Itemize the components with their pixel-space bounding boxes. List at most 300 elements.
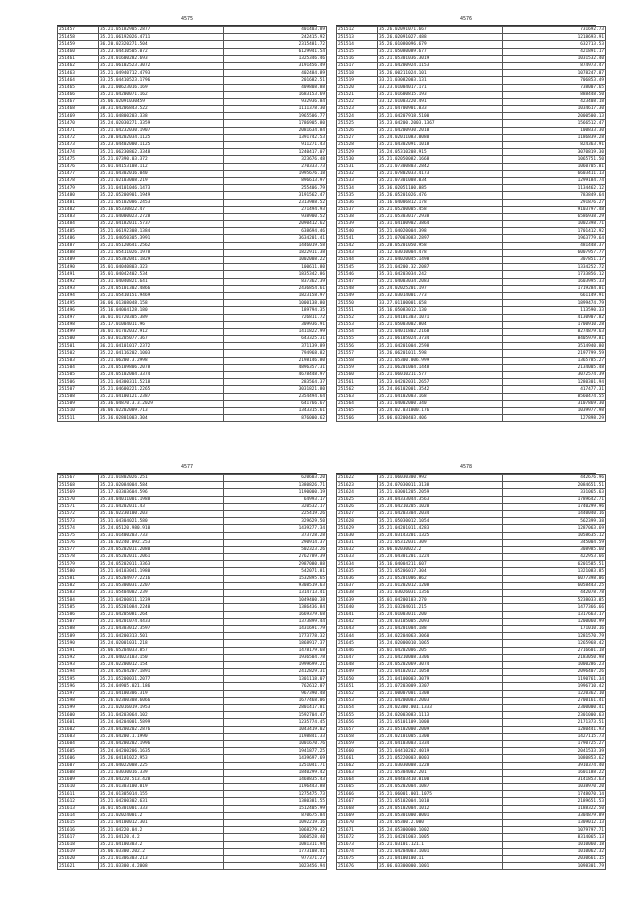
code-cell: 35.21.06201004.1448 (378, 364, 503, 371)
code-cell: 35.24.04403410.0100 (378, 776, 503, 783)
row-id-cell: 251479 (58, 185, 99, 192)
row-id-cell: 251458 (58, 34, 99, 41)
row-id-cell: 251512 (337, 27, 378, 34)
code-cell: 35.21.03101.121.1 (378, 841, 503, 848)
row-id-cell: 251582 (58, 582, 99, 589)
row-id-cell: 251509 (58, 400, 99, 407)
code-cell: 35.24.07030011.3138 (378, 482, 503, 489)
code-cell: 35.06.02091030459 (99, 98, 224, 105)
table-row (337, 863, 606, 870)
row-id-cell: 251663 (337, 769, 378, 776)
amount-cell: 402484.89 (224, 70, 327, 77)
code-cell: 35.32.03014001.773 (378, 292, 503, 299)
amount-cell: 1010060.18 (503, 841, 606, 848)
code-cell: 35.22.04116202.1003 (99, 350, 224, 357)
code-cell: 36.20.02320271.504 (99, 41, 224, 48)
row-id-cell: 251661 (337, 755, 378, 762)
code-cell: 35.21.03030016.339 (99, 769, 224, 776)
amount-cell: 824363.91 (503, 142, 606, 149)
row-id-cell: 251604 (58, 740, 99, 747)
table-row (337, 336, 606, 343)
code-cell: 35.24.06102001.3542 (378, 386, 503, 393)
code-cell: 35.21.07003083.2897 (378, 235, 503, 242)
table-row (58, 539, 327, 546)
code-cell: 35.31.03026031.1356 (378, 590, 503, 597)
table-row (337, 278, 606, 285)
code-cell: 35.26.02091027.488 (378, 34, 503, 41)
table-row (58, 841, 327, 848)
table-row (337, 712, 606, 719)
table-row (337, 719, 606, 726)
row-id-cell: 251642 (337, 618, 378, 625)
table-row (337, 407, 606, 414)
table-row (58, 206, 327, 213)
code-cell: 33.23.01004017.171 (378, 84, 503, 91)
table-row (58, 106, 327, 113)
table-row (337, 820, 606, 827)
table-row (58, 712, 327, 719)
amount-cell: 638694.46 (224, 228, 327, 235)
table-row (58, 503, 327, 510)
amount-cell: 1001670.76 (224, 740, 327, 747)
row-id-cell: 251468 (58, 106, 99, 113)
amount-cell: 762612.07 (224, 683, 327, 690)
table-row (337, 314, 606, 321)
amount-cell: 562399.38 (503, 518, 606, 525)
amount-cell: 1111378.30 (224, 106, 327, 113)
row-id-cell: 251631 (337, 539, 378, 546)
amount-cell: 1532895.65 (224, 575, 327, 582)
table-row (337, 532, 606, 539)
amount-cell: 290914.37 (224, 539, 327, 546)
code-cell: 35.24.05202011.3363 (99, 561, 224, 568)
table-row (337, 300, 606, 307)
amount-cell: 100833.30 (503, 127, 606, 134)
code-cell: 35.24.04905.021.186 (99, 683, 224, 690)
table-row (337, 748, 606, 755)
code-cell: 35.06.03300.202.2 (99, 848, 224, 855)
table-row (58, 379, 327, 386)
row-id-cell: 251593 (58, 661, 99, 668)
row-id-cell: 251596 (58, 683, 99, 690)
code-cell: 35.21.05300031.2207 (99, 582, 224, 589)
code-cell: 35.21.02050082.1668 (378, 156, 503, 163)
row-id-cell: 251549 (337, 292, 378, 299)
code-cell: 35.21.05102004.1010 (378, 798, 503, 805)
amount-cell: 888448.50 (503, 91, 606, 98)
row-id-cell: 251472 (58, 134, 99, 141)
code-cell: 35.21.04200930.2010 (378, 127, 503, 134)
code-cell: 35.21.04232030.1907 (99, 127, 224, 134)
table-row (337, 292, 606, 299)
amount-cell: 1038970.20 (503, 784, 606, 791)
table-row (58, 249, 327, 256)
table-row (58, 618, 327, 625)
table-row (337, 762, 606, 769)
code-cell: 35.24.05300000.1002 (378, 827, 503, 834)
table-row (337, 568, 606, 575)
row-id-cell: 251537 (337, 206, 378, 213)
row-id-cell: 251664 (337, 776, 378, 783)
table-row (58, 177, 327, 184)
code-cell: 35.21.04201004.188 (378, 625, 503, 632)
code-cell: 35.24.02025201.197 (378, 285, 503, 292)
row-id-cell: 251622 (337, 475, 378, 482)
table-row (337, 676, 606, 683)
row-id-cell: 251653 (337, 697, 378, 704)
table-row (337, 41, 606, 48)
code-cell: 35.21.06105024.3734 (378, 336, 503, 343)
row-id-cell: 251541 (337, 235, 378, 242)
code-cell: 35.21.03300.4.2008 (99, 863, 224, 870)
code-cell: 35.16.05083012.130 (378, 307, 503, 314)
amount-cell: 2436854.61 (224, 285, 327, 292)
row-id-cell: 251534 (337, 185, 378, 192)
row-id-cell: 251577 (58, 546, 99, 553)
row-id-cell: 251526 (337, 127, 378, 134)
table-row (337, 805, 606, 812)
table-row (337, 726, 606, 733)
table-row (58, 292, 327, 299)
data-table (57, 474, 327, 870)
row-id-cell: 251627 (337, 510, 378, 517)
amount-cell: 3634201.41 (224, 235, 327, 242)
code-cell: 35.24.05109806.2078 (99, 364, 224, 371)
row-id-cell: 251551 (337, 307, 378, 314)
table-row (337, 575, 606, 582)
row-id-cell: 251632 (337, 546, 378, 553)
table-row (58, 654, 327, 661)
row-id-cell: 251588 (58, 625, 99, 632)
row-id-cell: 251531 (337, 163, 378, 170)
table-row (337, 582, 606, 589)
code-cell: 35.21.04210008.3306 (378, 654, 503, 661)
row-id-cell: 251517 (337, 62, 378, 69)
amount-cell: 1431691.79 (224, 625, 327, 632)
code-cell: 35.26.02091071.667 (378, 27, 503, 34)
code-cell: 35.24.05102004.1012 (378, 805, 503, 812)
amount-cell: 1134462.12 (503, 185, 606, 192)
table-row (58, 163, 327, 170)
amount-cell: 1748070.14 (503, 791, 606, 798)
code-cell: 35.21.02024001.2 (99, 812, 224, 819)
table-row (337, 257, 606, 264)
table-row (337, 554, 606, 561)
amount-cell: 1265968.42 (503, 640, 606, 647)
code-cell: 35.31.04002000.340 (378, 400, 503, 407)
code-cell: 35.21.04120.4.2 (99, 834, 224, 841)
code-cell: 35.24.01003011.200 (378, 611, 503, 618)
table-row (58, 482, 327, 489)
table-row (337, 827, 606, 834)
amount-cell: 6007957.77 (503, 249, 606, 256)
code-cell: 35.21.01306303.213 (99, 855, 224, 862)
code-cell: 35.24.05202011.2080 (99, 546, 224, 553)
amount-cell: 6129941.54 (224, 48, 327, 55)
row-id-cell: 251623 (337, 482, 378, 489)
row-id-cell: 251555 (337, 336, 378, 343)
row-id-cell: 251564 (337, 400, 378, 407)
data-table (336, 474, 606, 870)
amount-cell: 2090412.62 (224, 221, 327, 228)
table-row (337, 62, 606, 69)
amount-cell: 706853.49 (503, 77, 606, 84)
row-id-cell: 251485 (58, 228, 99, 235)
code-cell: 35.01.04040803.323 (99, 264, 224, 271)
row-id-cell: 251514 (337, 41, 378, 48)
table-row (337, 769, 606, 776)
row-id-cell: 251590 (58, 640, 99, 647)
row-id-cell: 251626 (337, 503, 378, 510)
code-cell: 35.21.05220003.0003 (378, 755, 503, 762)
row-id-cell: 251496 (58, 307, 99, 314)
table-row (58, 525, 327, 532)
code-cell: 35.26.01080096.679 (378, 41, 503, 48)
code-cell: 35.03.01205077.367 (99, 336, 224, 343)
code-cell: 35.21.04205081.264 (99, 611, 224, 618)
amount-cell: 1198841.33 (224, 733, 327, 740)
amount-cell: 2183050.98 (503, 654, 606, 661)
amount-cell: 1092219.16 (224, 820, 327, 827)
table-row (337, 848, 606, 855)
amount-cell: 1477366.66 (503, 604, 606, 611)
row-id-cell: 251484 (58, 221, 99, 228)
amount-cell: 417477.31 (503, 386, 606, 393)
row-id-cell: 251655 (337, 712, 378, 719)
amount-cell: 8560474.55 (503, 393, 606, 400)
code-cell: 35.21.04300311.5218 (99, 379, 224, 386)
code-cell: 35.21.04100121.2387 (99, 393, 224, 400)
row-id-cell: 251540 (337, 228, 378, 235)
amount-cell: 225419.26 (224, 510, 327, 517)
table-row (337, 142, 606, 149)
table-row (58, 285, 327, 292)
table-row (58, 62, 327, 69)
row-id-cell: 251573 (58, 518, 99, 525)
table-row (58, 776, 327, 783)
amount-cell: 2801417.81 (224, 705, 327, 712)
amount-cell: 1823158.97 (224, 292, 327, 299)
amount-cell: 2762789.39 (224, 554, 327, 561)
amount-cell: 6077398.06 (503, 575, 606, 582)
amount-cell: 632713.53 (503, 41, 606, 48)
code-cell: 35.24.01305014.155 (99, 791, 224, 798)
row-id-cell: 251457 (58, 27, 99, 34)
table-row (337, 357, 606, 364)
amount-cell: 6603411.13 (503, 170, 606, 177)
code-cell: 35.21.04200.32.2087 (378, 264, 503, 271)
code-cell: 35.31.04040821.641 (99, 278, 224, 285)
code-cell: 35.21.03204011.215 (378, 604, 503, 611)
amount-cell: 3514940.80 (503, 343, 606, 350)
table-row (337, 482, 606, 489)
table-row (337, 156, 606, 163)
row-id-cell: 251550 (337, 300, 378, 307)
amount-cell: 8405979.81 (503, 336, 606, 343)
amount-cell: 255406.79 (224, 185, 327, 192)
row-id-cell: 251459 (58, 41, 99, 48)
amount-cell: 4130907.82 (503, 314, 606, 321)
table-row (337, 604, 606, 611)
code-cell: 35.21.06010211.577 (378, 372, 503, 379)
row-id-cell: 251565 (337, 407, 378, 414)
row-id-cell: 251598 (58, 697, 99, 704)
row-id-cell: 251499 (58, 328, 99, 335)
row-id-cell: 251581 (58, 575, 99, 582)
code-cell: 35.01.04202006.205 (378, 647, 503, 654)
code-cell: 35.21.05312031.309 (378, 539, 503, 546)
row-id-cell: 251465 (58, 84, 99, 91)
row-id-cell: 251607 (58, 762, 99, 769)
code-cell: 35.24.02300.001.1333 (378, 705, 503, 712)
table-row (58, 400, 327, 407)
table-row (58, 91, 327, 98)
row-id-cell: 251498 (58, 321, 99, 328)
table-row (337, 113, 606, 120)
code-cell: 35.21.05182905.2877 (99, 27, 224, 34)
row-id-cell: 251569 (58, 489, 99, 496)
row-id-cell: 251461 (58, 55, 99, 62)
row-id-cell: 251649 (337, 669, 378, 676)
table-row (58, 142, 327, 149)
code-cell: 35.24.05204207.1891 (99, 669, 224, 676)
amount-cell: 1098301.79 (503, 863, 606, 870)
amount-cell: 8274879.63 (503, 328, 606, 335)
row-id-cell: 251599 (58, 705, 99, 712)
row-id-cell: 251643 (337, 625, 378, 632)
row-id-cell: 251606 (58, 755, 99, 762)
amount-cell: 171010.16 (503, 625, 606, 632)
amount-cell: 9308519.63 (224, 582, 327, 589)
code-cell: 35.21.04220.04.2 (99, 827, 224, 834)
row-id-cell: 251585 (58, 604, 99, 611)
row-id-cell: 251610 (58, 784, 99, 791)
row-id-cell: 251489 (58, 257, 99, 264)
amount-cell: 1079797.71 (503, 827, 606, 834)
code-cell: 35.31.04302016.040 (99, 170, 224, 177)
table-row (58, 633, 327, 640)
table-row (337, 199, 606, 206)
amount-cell: 1196443.88 (224, 784, 327, 791)
amount-cell: 1190761.34 (503, 676, 606, 683)
table-row (58, 575, 327, 582)
code-cell: 35.21.00007001.1308 (378, 690, 503, 697)
code-cell: 35.24.04301201.1224 (378, 554, 503, 561)
table-row (58, 328, 327, 335)
code-cell: 35.21.02016019.1953 (99, 705, 224, 712)
table-panel-1 (57, 14, 325, 422)
amount-cell: 1000286.23 (503, 661, 606, 668)
table-row (58, 55, 327, 62)
table-row (337, 597, 606, 604)
table-row (58, 510, 327, 517)
table-row (58, 561, 327, 568)
amount-cell: 1601188.22 (503, 769, 606, 776)
row-id-cell: 251559 (337, 364, 378, 371)
table-row (337, 48, 606, 55)
table-row (337, 264, 606, 271)
code-cell: 35.21.05301036.3019 (378, 55, 503, 62)
table-row (337, 740, 606, 747)
row-id-cell: 251571 (58, 503, 99, 510)
amount-cell: 1592704.47 (224, 712, 327, 719)
amount-cell: 1220362.10 (503, 690, 606, 697)
row-id-cell: 251656 (337, 719, 378, 726)
table-row (58, 475, 327, 482)
row-id-cell: 251464 (58, 77, 99, 84)
amount-cell: 100611.80 (224, 264, 327, 271)
row-id-cell: 251620 (58, 855, 99, 862)
table-row (58, 343, 327, 350)
amount-cell: 1677468.06 (224, 697, 327, 704)
row-id-cell: 251575 (58, 532, 99, 539)
table-row (337, 242, 606, 249)
amount-cell: 64993.17 (224, 496, 327, 503)
row-id-cell: 251486 (58, 235, 99, 242)
code-cell: 35.31.04100902.3864 (378, 221, 503, 228)
row-id-cell: 251557 (337, 350, 378, 357)
amount-cell: 1700910.28 (503, 321, 606, 328)
row-id-cell: 251589 (58, 633, 99, 640)
row-id-cell: 251532 (337, 170, 378, 177)
table-row (337, 163, 606, 170)
code-cell: 35.21.03030008.1228 (378, 762, 503, 769)
amount-cell: 1317663.17 (503, 611, 606, 618)
table-row (337, 690, 606, 697)
table-row (337, 379, 606, 386)
row-id-cell: 251502 (58, 350, 99, 357)
code-cell: 35.23.02084004.584 (99, 482, 224, 489)
table-row (337, 489, 606, 496)
code-cell: 35.16.04004128.180 (99, 307, 224, 314)
code-cell: 35.24.02011083.0080 (378, 134, 503, 141)
amount-cell: 726811.72 (224, 314, 327, 321)
code-cell: 35.24.02.031000.176 (378, 407, 503, 414)
amount-cell: 4896357.31 (224, 364, 327, 371)
code-cell: 35.24.04200202.1996 (99, 740, 224, 747)
row-id-cell: 251462 (58, 62, 99, 69)
code-cell: 35.24.05101302.4866 (99, 285, 224, 292)
amount-cell: 345004.59 (503, 539, 606, 546)
code-cell: 35.21.04100100.11 (378, 855, 503, 862)
row-id-cell: 251612 (58, 798, 99, 805)
code-cell: 35.24.04200202.2876 (99, 726, 224, 733)
row-id-cell: 251546 (337, 271, 378, 278)
row-id-cell: 251640 (337, 604, 378, 611)
table-row (58, 855, 327, 862)
amount-cell: 1995676.18 (224, 170, 327, 177)
amount-cell: 2096407.26 (503, 669, 606, 676)
table-row (337, 328, 606, 335)
code-cell: 35.26.05201026.476 (378, 192, 503, 199)
code-cell: 36.21.04101017.2372 (99, 343, 224, 350)
amount-cell: 1188322.50 (503, 805, 606, 812)
table-row (337, 393, 606, 400)
code-cell: 35.24.02030271.3359 (99, 120, 224, 127)
code-cell: 33.27.01100001.658 (378, 300, 503, 307)
amount-cell: 2198146.80 (224, 357, 327, 364)
row-id-cell: 251616 (58, 827, 99, 834)
code-cell: 35.24.02000010.1065 (378, 640, 503, 647)
row-id-cell: 251605 (58, 748, 99, 755)
table-row (58, 228, 327, 235)
code-cell: 35.21.04207918.5100 (378, 113, 503, 120)
amount-cell: 1440040.16 (503, 510, 606, 517)
code-cell: 35.21.07203009.3307 (378, 683, 503, 690)
table-row (58, 34, 327, 41)
row-id-cell: 251665 (337, 784, 378, 791)
table-row (58, 726, 327, 733)
